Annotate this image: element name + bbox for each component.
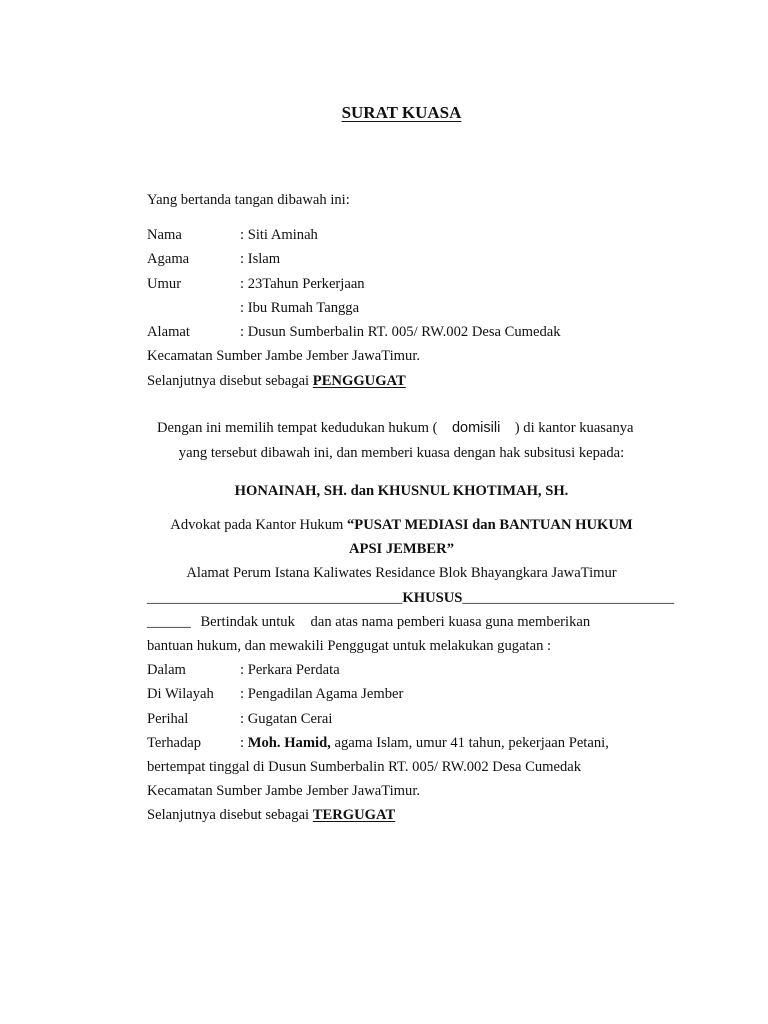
domicile-line-2: yang tersebut dibawah ini, dan memberi kuasa dengan hak subsitusi kepada: [178,445,625,461]
field-label: Alamat [147,324,190,340]
office-address: Alamat Perum Istana Kaliwates Residance Blok Bhayangkara JawaTimur [186,565,617,581]
case-label: Dalam [147,662,186,678]
defendant-address-1: bertempat tinggal di Dusun Sumberbalin RT. 005/ RW.002 Desa Cumedak [147,759,582,775]
acting-line-1 [147,613,590,631]
address-continuation: Kecamatan Sumber Jambe Jember JawaTimur. [147,348,421,364]
attorneys-names: HONAINAH, SH. dan KHUSNUL KHOTIMAH, SH. [234,483,569,499]
acting-word: Bertindak untuk [200,614,295,630]
acting-rest: dan atas nama pemberi kuasa guna memberikan [310,614,591,630]
defendant-term: TERGUGAT [312,807,396,823]
against-colon: : [240,735,245,751]
field-value: : Ibu Rumah Tangga [240,300,360,316]
case-row-court [147,685,627,703]
case-label: Di Wilayah [147,686,214,702]
office-prefix: Advokat pada Kantor Hukum [170,517,344,533]
acting-blank: ______ [147,614,191,630]
case-row-matter [147,661,627,679]
against-label: Terhadap [147,735,202,751]
field-value: : Islam [240,251,281,267]
field-label: Agama [147,251,190,267]
field-value: : Dusun Sumberbalin RT. 005/ RW.002 Desa Cumedak [240,324,561,340]
khusus-blank-right: _____________________________ [462,590,675,606]
khusus-line [147,589,674,607]
domicile-pre: Dengan ini memilih tempat kedudukan hukum ( [157,420,438,436]
case-value: : Gugatan Cerai [240,711,333,727]
case-value: : Pengadilan Agama Jember [240,686,404,702]
field-row-address [147,323,627,341]
defendant-prefix: Selanjutnya disebut sebagai [147,807,310,823]
defendant-address-2: Kecamatan Sumber Jambe Jember JawaTimur. [147,783,421,799]
intro-text: Yang bertanda tangan dibawah ini: [147,192,350,208]
field-value: : Siti Aminah [240,227,318,243]
acting-line-2: bantuan hukum, dan mewakili Penggugat untuk melakukan gugatan : [147,638,552,654]
khusus-word: KHUSUS [402,590,463,606]
plaintiff-prefix: Selanjutnya disebut sebagai [147,373,310,389]
document-title: SURAT KUASA [341,103,462,122]
defendant-row [147,734,627,752]
field-value: : 23Tahun Perkerjaan [240,276,365,292]
khusus-blank-left: ___________________________________ [147,590,403,606]
defendant-name: Moh. Hamid, [247,735,331,751]
defendant-details: agama Islam, umur 41 tahun, pekerjaan Petani, [334,735,609,751]
against-value [240,734,609,752]
office-name-2: APSI JEMBER” [348,541,454,557]
domicile-word: domisili [451,420,501,436]
field-label: Umur [147,276,182,292]
case-label: Perihal [147,711,189,727]
plaintiff-line [147,372,406,390]
defendant-line [147,806,395,824]
case-value: : Perkara Perdata [240,662,340,678]
office-line-1 [0,516,768,534]
plaintiff-term: PENGGUGAT [312,373,406,389]
field-label: Nama [147,227,182,243]
field-row-age [147,275,627,293]
field-row-occupation [147,299,627,317]
domicile-line-1 [157,419,634,437]
field-row-religion [147,250,627,268]
domicile-post: ) di kantor kuasanya [514,420,634,436]
office-name-1: “PUSAT MEDIASI dan BANTUAN HUKUM [347,517,633,533]
field-row-name [147,226,627,244]
case-row-subject [147,710,627,728]
